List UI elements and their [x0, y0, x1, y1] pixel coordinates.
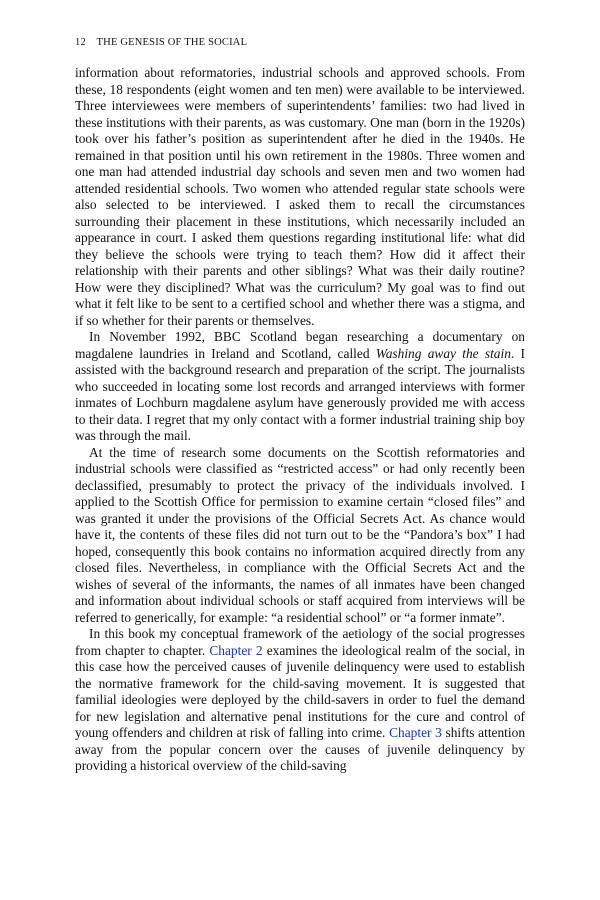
documentary-title: Washing away the stain — [375, 345, 511, 361]
running-title: THE GENESIS OF THE SOCIAL — [96, 37, 248, 48]
body-text — [75, 65, 525, 775]
paragraph-4-text-after: shifts attention away from the popular concern over the causes of juvenile delinquency by providing a historical overview of the child-saving — [75, 725, 526, 773]
running-header — [75, 37, 247, 48]
paragraph-3 — [75, 445, 525, 627]
paragraph-4-text-middle: examines the ideological realm of the social, in this case how the perceived causes of juvenile delinquency were used to establish the normative framework for the child-saving movement. It is suggested that familial ideologies were deployed by the child-savers in order to fuel the demand for new legislation and alternative penal institutions for the cure and control of young offenders and children at risk of falling into crime. — [75, 642, 525, 740]
chapter-3-link[interactable]: Chapter 3 — [389, 725, 442, 740]
page-number: 12 — [75, 37, 86, 48]
paragraph-2-text-before: In November 1992, BBC Scotland began researching a documentary on magdalene laundries in Ireland and Scotland, called — [75, 329, 525, 361]
paragraph-3-text: At the time of research some documents on the Scottish reformatories and industrial schools were classified as “restricted access” or had only recently been declassified, presumably to protect the privacy of the individuals involved. I applied to the Scottish Office for permission to examine certain “closed files” and was granted it under the provisions of the Official Secrets Act. As chance would have it, the contents of these files did not turn out to be the “Pandora’s box” I had hoped, consequently this book contains no information acquired directly from any closed files. Nevertheless, in compliance with the Official Secrets Act and the wishes of several of the informants, the names of all inmates have been changed and information about individual schools or staff acquired from interviews will be referred to generically, for example: “a residential school” or “a former inmate”. — [75, 444, 525, 625]
paragraph-1-text: information about reformatories, industrial schools and approved schools. From these, 18 respondents (eight women and ten men) were available to be interviewed. Three interviewees were members of superintendents’ families: two had lived in these institutions with their parents, as was customary. One man (born in the 1920s) took over his father’s position as superintendent after he died in the 1940s. He remained in that position until his own retirement in the 1980s. Three women and one man had attended industrial day schools and seven men and two women had attended residential schools. Two women who attended regular state schools were also selected to be interviewed. I asked them to recall the circumstances surrounding their placement in these institutions, which necessarily included an appearance in court. I asked them questions regarding institutional life: what did they believe the schools were trying to teach them? How did it affect their relationship with their parents and other siblings? What was their daily routine? How were they disciplined? What was the curriculum? My goal was to find out what it felt like to be sent to a certified school and whether there was a stigma, and if so whether for their parents or themselves. — [75, 65, 525, 328]
paragraph-1 — [75, 65, 525, 329]
paragraph-2 — [75, 329, 525, 445]
chapter-2-link[interactable]: Chapter 2 — [209, 642, 263, 658]
paragraph-4-text-before: In this book my conceptual framework of the aetiology of the social progresses from chapter to chapter. — [75, 626, 525, 658]
paragraph-2-text-after: . I assisted with the background research and preparation of the script. The journalists who succeeded in locating some lost records and arranged interviews with former inmates of Lochburn magdalene asylum have generously provided me with access to their data. I regret that my only contact with a former industrial training ship boy was through the mail. — [75, 345, 525, 443]
paragraph-4 — [75, 626, 525, 775]
